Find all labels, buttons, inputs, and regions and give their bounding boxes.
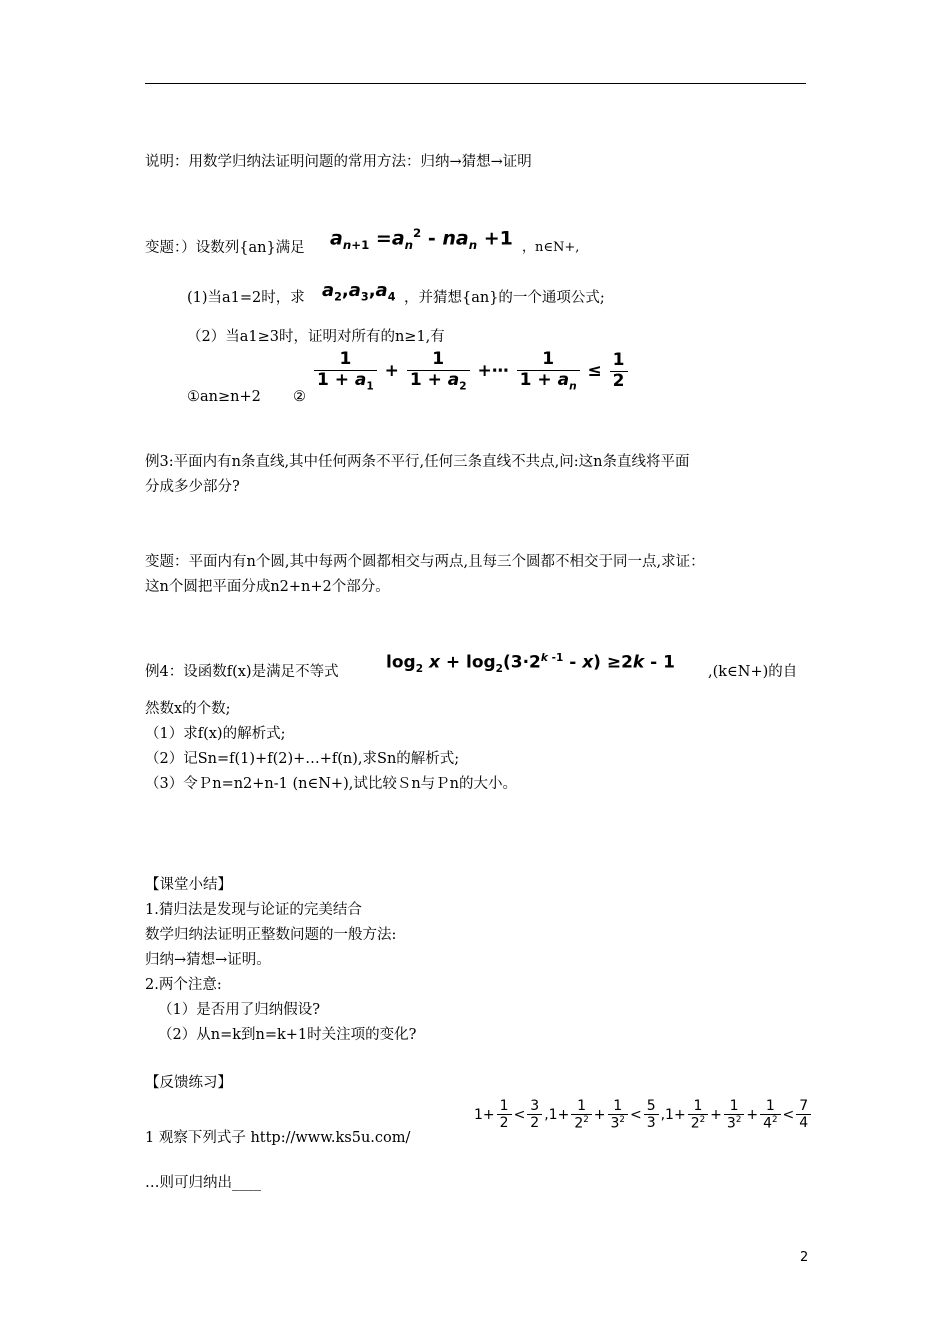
example4-line2: 然数x的个数; xyxy=(145,701,231,717)
summary-item1b: 数学归纳法证明正整数问题的一般方法: xyxy=(145,927,397,943)
example4-cond: ,(k∈N+)的自 xyxy=(708,664,798,680)
variant1-seq: $a_2,a_3,a_4$ xyxy=(322,280,396,304)
example4-q2: （2）记Sn=f(1)+f(2)+…+f(n),求Sn的解析式; xyxy=(145,751,460,767)
summary-heading: 【课堂小结】 xyxy=(145,877,232,893)
variant1-sub1: ①an≥n+2 xyxy=(187,389,261,405)
variant2-line1: 变题：平面内有n个圆,其中每两个圆都相交与两点,且每三个圆都不相交于同一点,求证： xyxy=(145,554,705,570)
example4-formula: $\log_2 x + \log_2(3\cdot 2^{k -1} - x) \ge 2k - 1$ xyxy=(386,652,675,676)
header-rule xyxy=(145,83,806,84)
example4-intro: 例4：设函数f(x)是满足不等式 xyxy=(145,664,339,680)
variant1-q2: （2）当a1≥3时，证明对所有的n≥1,有 xyxy=(187,329,445,345)
example4-q1: （1）求f(x)的解析式; xyxy=(145,726,286,742)
practice-q1-tail: …则可归纳出____ xyxy=(145,1175,261,1191)
variant1-q1b: ，并猜想{an}的一个通项公式; xyxy=(404,290,605,306)
summary-item2b: （2）从n=k到n=k+1时关注项的变化? xyxy=(158,1027,417,1043)
summary-item1c: 归纳→猜想→证明。 xyxy=(145,952,271,968)
summary-item2: 2.两个注意: xyxy=(145,977,222,993)
variant1-cond: ，n∈N+, xyxy=(522,240,580,255)
practice-q1: 1 观察下列式子 http://www.ks5u.com/ xyxy=(145,1130,411,1146)
summary-item2a: （1）是否用了归纳假设? xyxy=(158,1002,320,1018)
example3-line2: 分成多少部分? xyxy=(145,479,240,495)
variant1-formula: $a_{n+1} =a_n^2 - na_n +1$ xyxy=(330,226,513,253)
variant1-inequality: $\frac{1}{1 + a_1}$ + $\frac{1}{1 + a_2}$ +⋯ $\frac{1}{1 + a_n}$ ≤ $\frac{1}{2}$ xyxy=(312,350,630,392)
variant1-q1a: (1)当a1=2时，求 xyxy=(187,290,305,306)
summary-item1: 1.猜归法是发现与论证的完美结合 xyxy=(145,902,362,918)
page-number: 2 xyxy=(800,1250,809,1265)
note-text: 说明：用数学归纳法证明问题的常用方法：归纳→猜想→证明 xyxy=(145,154,532,170)
variant1-sub2: ② xyxy=(293,389,306,405)
practice-heading: 【反馈练习】 xyxy=(145,1075,232,1091)
example3-line1: 例3:平面内有n条直线,其中任何两条不平行,任何三条直线不共点,问:这n条直线将平面 xyxy=(145,454,690,470)
variant2-line2: 这n个圆把平面分成n2+n+2个部分。 xyxy=(145,579,390,595)
example4-q3: （3）令Ｐn=n2+n-1 (n∈N+),试比较Ｓn与Ｐn的大小。 xyxy=(145,776,518,792)
variant1-intro: 变题：）设数列{an}满足 xyxy=(145,240,305,256)
practice-formula: 1+ $\frac{1}{2}$ < $\frac{3}{2}$ ,1+ $\frac{1}{2^2}$ + $\frac{1}{3^2}$ < $\frac{5}{3}$ ,1+ $\frac{1}{2^2}$ + $\frac{1}{3^2}$ + $\frac{1}{4^2}$ < $\frac{7}{4}$ xyxy=(474,1098,813,1132)
